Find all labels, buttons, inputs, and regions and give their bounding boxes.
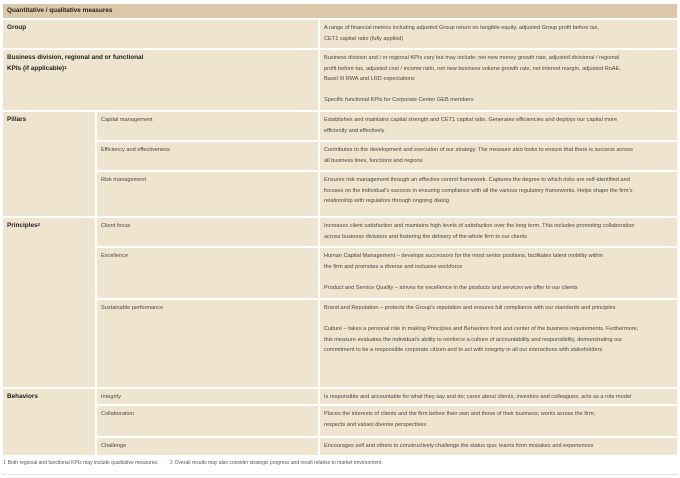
behavior-challenge: Challenge xyxy=(97,438,318,455)
row-label-behaviors xyxy=(3,389,95,455)
principles-label: Principles xyxy=(7,222,38,229)
footnote-text: Both regional and functional KPIs may include qualitative measures. xyxy=(7,460,159,466)
principle-excellence: Excellence xyxy=(97,248,318,298)
desc-line: Encourages self and others to constructively challenge the status quo; learns from mistakes and experiences xyxy=(324,443,594,449)
pillars-label: Pillars xyxy=(7,116,27,123)
desc-line: Increases client satisfaction and maintains high levels of satisfaction over the long term. This includes promoting collaboration xyxy=(324,223,635,229)
desc-line: commitment to be a responsible corporate citizen and to act with integrity in all our interactions with stakeholders xyxy=(324,347,603,354)
desc-line: respects and values diverse perspectives xyxy=(324,421,427,428)
desc-line: Ensures risk management through an effective control framework. Captures the degree to which risks are self-identified and xyxy=(324,177,630,183)
desc-line: Basel III RWA and LRD expectations xyxy=(324,76,415,83)
principle-desc xyxy=(320,248,677,298)
pillar-capital-management: Capital management xyxy=(97,112,318,140)
behavior-integrity: Integrity xyxy=(97,389,318,404)
desc-line: Places the interests of clients and the firm before their own and those of their business; works across the firm; xyxy=(324,411,596,417)
row-desc-business xyxy=(320,50,677,110)
principle-desc xyxy=(320,218,677,246)
pillar-risk-management: Risk management xyxy=(97,172,318,216)
desc-line: Establishes and maintains capital strength and CET1 capital ratio. Generates efficiencies and deploys our capital more xyxy=(324,117,618,123)
footnote-ref-2: 2 xyxy=(37,222,41,227)
row-label-pillars xyxy=(3,112,95,216)
desc-line: Culture – takes a personal role in making Principles and Behaviors front and center of the business requirements. Furthermore, xyxy=(324,326,639,333)
desc-line: focuses on the individual’s success in ensuring compliance with all the various regulatory frameworks. Helps shape the firm’s xyxy=(324,187,633,194)
desc-line: all business lines, functions and regions xyxy=(324,157,423,164)
pillar-efficiency: Efficiency and effectiveness xyxy=(97,142,318,170)
desc-line: Business division and / or regional KPIs vary but may include: net new money growth rate, adjusted divisional / regional xyxy=(324,55,620,61)
desc-line: CET1 capital ratio (fully applied) xyxy=(324,35,404,42)
desc-line: A range of financial metrics including adjusted Group return on tangible equity, adjusted Group profit before tax, xyxy=(324,25,600,31)
desc-line: this measure evaluates the individual’s ability to reinforce a culture of accountability and responsibility, demonstrating our xyxy=(324,336,623,343)
dotted-divider xyxy=(3,474,677,475)
desc-line: the firm and promotes a diverse and inclusive workforce xyxy=(324,263,463,270)
desc-line: Contributes to the development and execution of our strategy. The measure also looks to ensure that there is success across xyxy=(324,147,633,153)
behaviors-label: Behaviors xyxy=(7,393,38,400)
behavior-desc xyxy=(320,406,677,436)
behavior-collaboration: Collaboration xyxy=(97,406,318,436)
footnote-number: 1 xyxy=(3,460,6,466)
business-label: Business division, regional and or functional xyxy=(7,54,144,61)
desc-line: across business divisions and fostering the delivery of the whole firm to our clients xyxy=(324,233,528,240)
desc-line: Is responsible and accountable for what they say and do; cares about clients, investors and colleagues; acts as a role model xyxy=(324,394,632,400)
desc-line: Specific functional KPIs for Corporate Center GEB members xyxy=(324,97,474,104)
desc-line: relationship with regulators through ongoing dialog xyxy=(324,198,450,205)
row-label-group xyxy=(3,20,318,48)
principle-desc xyxy=(320,300,677,387)
row-label-principles xyxy=(3,218,95,387)
business-label-2: KPIs (if applicable) xyxy=(7,64,65,72)
behavior-desc xyxy=(320,389,677,404)
pillar-desc xyxy=(320,172,677,216)
footnote-text: Overall results may also consider strategic progress and result relative to market environment. xyxy=(174,460,383,466)
group-label: Group xyxy=(7,24,27,31)
footnotes xyxy=(3,460,677,466)
row-label-business xyxy=(3,50,318,110)
principle-sustainable-performance: Sustainable performance xyxy=(97,300,318,387)
pillar-desc xyxy=(320,112,677,140)
table-header: Quantitative / qualitative measures xyxy=(3,4,677,18)
pillar-desc xyxy=(320,142,677,170)
principle-client-focus: Client focus xyxy=(97,218,318,246)
behavior-desc xyxy=(320,438,677,455)
desc-line: Brand and Reputation – protects the Group’s reputation and ensures full compliance with our standards and principles xyxy=(324,305,616,311)
footnote-ref-1: 1 xyxy=(64,64,67,70)
footnote-number: 2 xyxy=(169,460,173,466)
desc-line: efficiently and effectively xyxy=(324,127,385,134)
row-desc-group xyxy=(320,20,677,48)
desc-line: Human Capital Management – develops successors for the most senior positions, facilitates talent mobility within xyxy=(324,253,603,259)
desc-line: Product and Service Quality – strives for excellence in the products and services we offer to our clients xyxy=(324,284,578,291)
desc-line: profit before tax, adjusted cost / income ratio, net new business volume growth rate, net interest margin, adjusted RoAE, xyxy=(324,65,621,72)
